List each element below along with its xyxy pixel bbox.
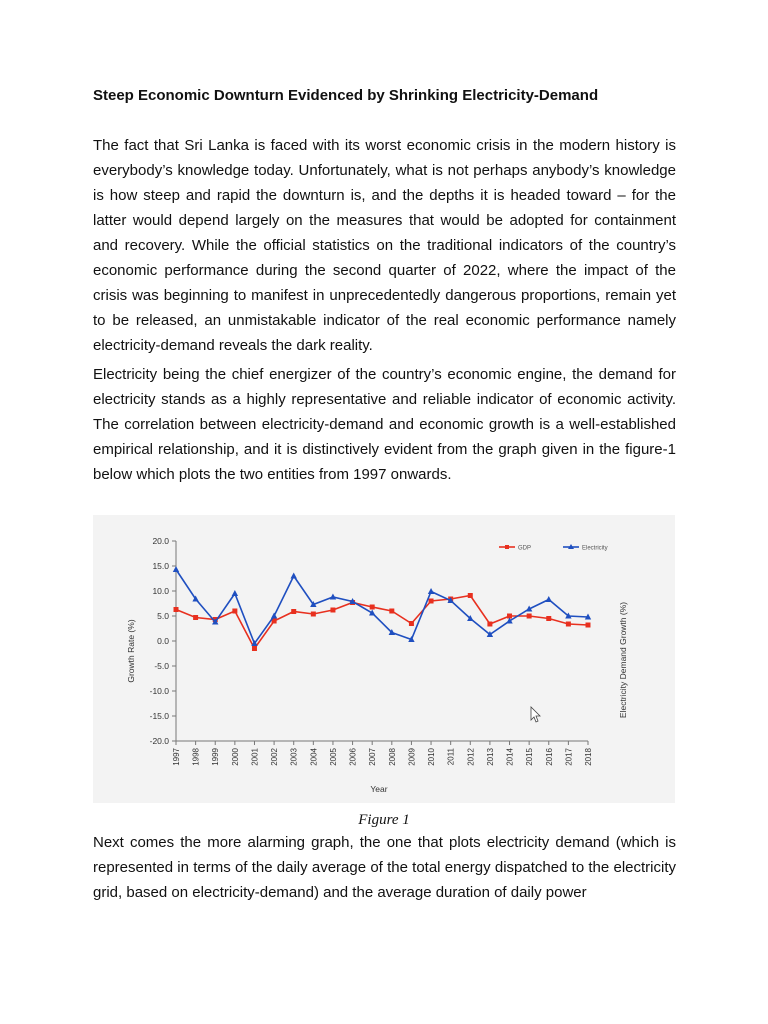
x-tick-label: 2004 <box>309 748 319 766</box>
x-tick-label: 2002 <box>270 748 280 766</box>
data-point <box>330 594 336 600</box>
y-axis-ticks <box>150 536 176 746</box>
paragraph-3: Next comes the more alarming graph, the one that plots electricity demand (which is represented in terms of the daily average of the total energy dispatched to the electricity grid, based on electricity-demand) and the average duration of daily power <box>93 834 676 901</box>
paragraph-1: The fact that Sri Lanka is faced with its worst economic crisis in the modern history is everybody’s knowledge today. Unfortunately, what is not perhaps anybody’s knowledge is how steep and rapid the downturn is, and the depths it is headed toward – for the latter would depend largely on the measures that would be adopted for containment and recovery. While the official statistics on the traditional indicators of the country’s economic performance during the second quarter of 2022, where the impact of the crisis was beginning to manifest in unprecedentedly dangerous proportions, remain yet to be released, an unmistakable indicator of the real economic performance namely electricity-demand reveals the dark reality. <box>93 137 676 354</box>
chart-series <box>173 566 591 651</box>
y-tick-label: 0.0 <box>157 636 169 646</box>
legend-item-electricity <box>563 544 608 552</box>
x-tick-label: 2000 <box>230 748 240 766</box>
series-line-electricity <box>176 570 588 644</box>
mouse-cursor-icon <box>531 707 540 722</box>
data-point <box>174 607 179 612</box>
legend-label: GDP <box>518 545 532 552</box>
data-point <box>193 615 198 620</box>
data-point <box>546 596 552 602</box>
y-tick-label: 5.0 <box>157 611 169 621</box>
data-point <box>232 609 237 614</box>
secondary-y-axis-label: Electricity Demand Growth (%) <box>618 601 628 719</box>
data-point <box>468 593 473 598</box>
x-tick-label: 2006 <box>348 748 358 766</box>
chart-legend <box>499 544 608 552</box>
y-axis-label: Growth Rate (%) <box>126 619 136 683</box>
x-axis-ticks <box>172 741 593 766</box>
growth-rate-line-chart <box>93 515 675 803</box>
x-tick-label: 2009 <box>407 748 417 766</box>
x-tick-label: 2014 <box>505 748 515 766</box>
legend-label: Electricity <box>582 545 608 552</box>
data-point <box>429 599 434 604</box>
x-axis-label: Year <box>370 784 388 794</box>
y-tick-label: -20.0 <box>149 736 169 746</box>
x-tick-label: 2008 <box>387 748 397 766</box>
y-tick-label: -10.0 <box>149 686 169 696</box>
y-tick-label: -15.0 <box>149 711 169 721</box>
y-tick-label: 10.0 <box>152 586 169 596</box>
x-tick-label: 2010 <box>427 748 437 766</box>
x-tick-label: 2015 <box>525 748 535 766</box>
x-tick-label: 1997 <box>172 748 181 766</box>
x-tick-label: 2005 <box>328 748 338 766</box>
x-tick-label: 1999 <box>211 748 221 766</box>
data-point <box>173 566 179 572</box>
series-electricity <box>173 566 591 646</box>
data-point <box>311 612 316 617</box>
data-point <box>291 573 297 579</box>
data-point <box>586 623 591 628</box>
x-tick-label: 2007 <box>368 748 378 766</box>
data-point <box>527 614 532 619</box>
y-tick-label: 15.0 <box>152 561 169 571</box>
chart-axes <box>176 541 588 741</box>
legend-item-gdp <box>499 545 531 552</box>
data-point <box>370 605 375 610</box>
x-tick-label: 2016 <box>544 748 554 766</box>
data-point <box>428 588 434 594</box>
x-tick-label: 2018 <box>584 748 593 766</box>
document-title: Steep Economic Downturn Evidenced by Shrinking Electricity-Demand <box>93 87 599 104</box>
x-tick-label: 1998 <box>191 748 201 766</box>
data-point <box>409 621 414 626</box>
y-tick-label: 20.0 <box>152 536 169 546</box>
x-tick-label: 2012 <box>466 748 476 766</box>
data-point <box>271 613 277 619</box>
legend-marker <box>505 545 509 549</box>
paragraph-2: Electricity being the chief energizer of the country’s economic engine, the demand for electricity stands as a highly representative and reliable indicator of economic activity. The correlation between electricity-demand and economic growth is a well-established empirical relationship, and it is distinctively evident from the graph given in the figure-1 below which plots the two entities from 1997 onwards. <box>93 366 676 483</box>
x-tick-label: 2013 <box>485 748 495 766</box>
data-point <box>389 609 394 614</box>
data-point <box>330 608 335 613</box>
y-tick-label: -5.0 <box>154 661 169 671</box>
x-tick-label: 2011 <box>446 748 456 766</box>
figure-caption: Figure 1 <box>358 812 410 828</box>
data-point <box>487 622 492 627</box>
data-point <box>232 590 238 596</box>
x-tick-label: 2003 <box>289 748 299 766</box>
x-tick-label: 2017 <box>564 748 574 766</box>
data-point <box>252 646 257 651</box>
data-point <box>546 616 551 621</box>
figure-1-chart <box>93 515 675 803</box>
data-point <box>291 609 296 614</box>
data-point <box>566 622 571 627</box>
x-tick-label: 2001 <box>250 748 260 766</box>
